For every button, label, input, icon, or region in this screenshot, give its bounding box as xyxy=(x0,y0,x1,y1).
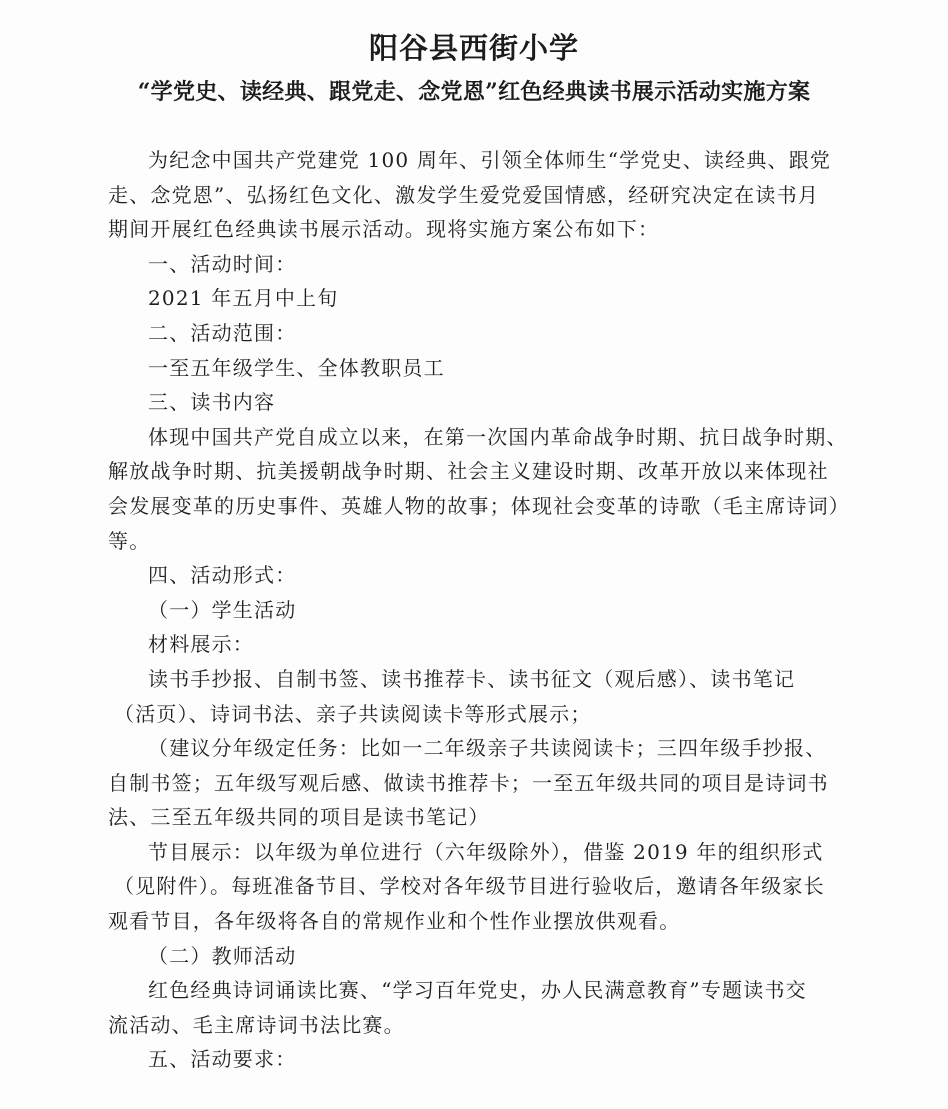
body-text-line: 五、活动要求： xyxy=(148,1047,297,1072)
body-text-line: 观看节目，各年级将各自的常规作业和个性作业摆放供观看。 xyxy=(108,909,681,934)
body-text-line: 2021 年五月中上旬 xyxy=(148,286,339,311)
body-text-line: 体现中国共产党自成立以来，在第一次国内革命战争时期、抗日战争时期、 xyxy=(148,424,848,449)
body-text-line: 等。 xyxy=(108,528,151,553)
body-text-line: 法、三至五年级共同的项目是读书笔记） xyxy=(108,805,490,830)
body-text-line: 走、念党恩”、弘扬红色文化、激发学生爱党爱国情感，经研究决定在读书月 xyxy=(108,182,820,207)
body-text-line: （见附件）。每班准备节目、学校对各年级节目进行验收后，邀请各年级家长 xyxy=(114,874,825,899)
body-text-line: 红色经典诗词诵读比赛、“学习百年党史，办人民满意教育”专题读书交 xyxy=(148,978,807,1003)
body-text-line: 会发展变革的历史事件、英雄人物的故事；体现社会变革的诗歌（毛主席诗词） xyxy=(108,493,850,518)
document-body xyxy=(108,143,868,1077)
body-text-line: 材料展示： xyxy=(148,632,254,657)
body-text-line: 四、活动形式： xyxy=(148,563,297,588)
body-text-line: 读书手抄报、自制书签、读书推荐卡、读书征文（观后感）、读书笔记 xyxy=(148,666,796,691)
body-text-line: 节目展示：以年级为单位进行（六年级除外），借鉴 2019 年的组织形式 xyxy=(148,839,824,864)
body-text-line: （活页）、诗词书法、亲子共读阅读卡等形式展示； xyxy=(114,701,592,726)
body-text-line: （二）教师活动 xyxy=(148,943,297,968)
body-text-line: 流活动、毛主席诗词书法比赛。 xyxy=(108,1012,405,1037)
document-subtitle: “学党史、读经典、跟党走、念党恩”红色经典读书展示活动实施方案 xyxy=(137,79,811,105)
body-text-line: （建议分年级定任务：比如一二年级亲子共读阅读卡；三四年级手抄报、 xyxy=(148,736,827,761)
body-text-line: 解放战争时期、抗美援朝战争时期、社会主义建设时期、改革开放以来体现社 xyxy=(108,459,829,484)
body-text-line: 为纪念中国共产党建党 100 周年、引领全体师生“学党史、读经典、跟党 xyxy=(148,148,832,172)
document-title: 阳谷县西街小学 xyxy=(368,31,579,65)
body-text-line: （一）学生活动 xyxy=(148,597,297,622)
body-text-line: 自制书签；五年级写观后感、做读书推荐卡；一至五年级共同的项目是诗词书 xyxy=(108,770,829,795)
body-text-line: 一至五年级学生、全体教职员工 xyxy=(148,355,445,380)
body-text-line: 期间开展红色经典读书展示活动。现将实施方案公布如下： xyxy=(108,217,660,242)
body-text-line: 一、活动时间： xyxy=(148,251,297,276)
body-text-line: 三、读书内容 xyxy=(148,390,276,415)
body-text-line: 二、活动范围： xyxy=(148,320,297,345)
